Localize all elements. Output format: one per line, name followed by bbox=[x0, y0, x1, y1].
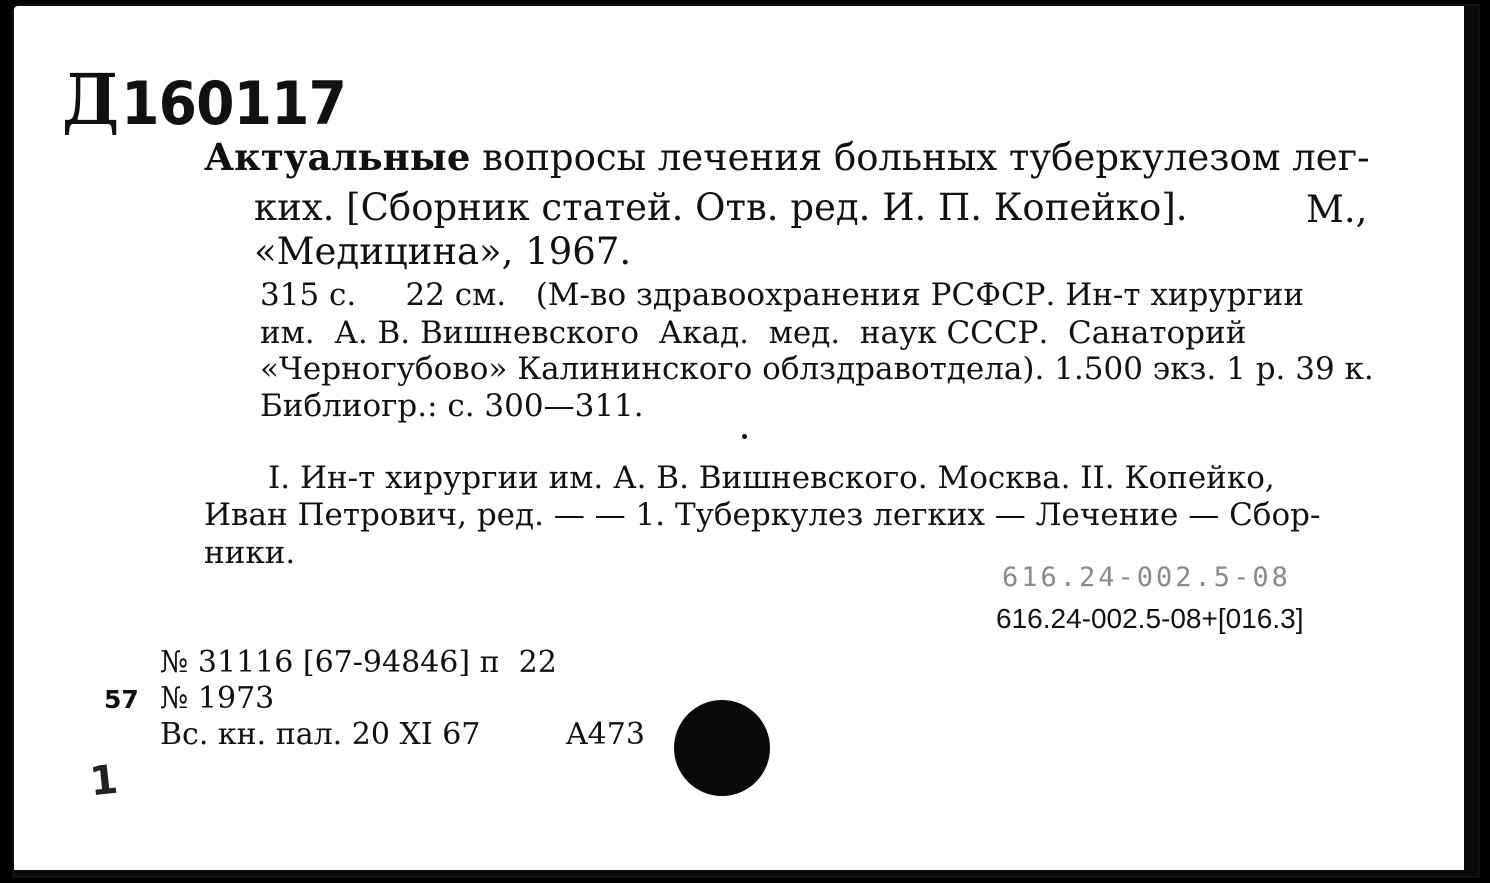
separator-dot bbox=[742, 434, 747, 439]
udc-printed: 616.24-002.5-08+[016.3] bbox=[996, 603, 1304, 634]
title-line-2: ких. [Сборник статей. Отв. ред. И. П. Копейко]. bbox=[254, 186, 1188, 229]
tracing-line-2: Иван Петрович, ред. — — 1. Туберкулез легких — Лечение — Сбор- bbox=[204, 497, 1321, 533]
collation-line-1: 315 с. 22 см. (М-во здравоохранения РСФСР. Ин-т хирургии bbox=[260, 277, 1305, 313]
title-line-1 bbox=[204, 137, 1370, 178]
udc-handwritten: 616.24-002.5-08 bbox=[1002, 562, 1291, 593]
call-number-digits: 160117 bbox=[121, 69, 347, 139]
accession-line-1: № 31116 [67-94846] п 22 bbox=[160, 645, 557, 680]
collation-line-2: им. А. В. Вишневского Акад. мед. наук СССР. Санаторий bbox=[260, 315, 1247, 351]
scan-edge-bottom bbox=[14, 870, 1478, 876]
collation-line-4: Библиогр.: с. 300—311. bbox=[260, 388, 644, 424]
tracing-line-3: ники. bbox=[204, 535, 296, 571]
handwritten-mark: 1 bbox=[87, 756, 121, 806]
call-number bbox=[62, 58, 346, 141]
accession-line-3: Вс. кн. пал. 20 XI 67 bbox=[160, 717, 481, 752]
punch-hole bbox=[674, 700, 770, 796]
accession-code: A473 bbox=[566, 717, 645, 752]
title-rest: вопросы лечения больных туберкулезом лег- bbox=[470, 136, 1370, 179]
call-number-letter: Д bbox=[62, 58, 118, 141]
title-bold: Актуальные bbox=[204, 135, 471, 179]
title-line-3: «Медицина», 1967. bbox=[254, 230, 632, 273]
catalog-card bbox=[12, 4, 1480, 878]
accession-line-2: № 1973 bbox=[160, 681, 275, 716]
tracing-line-1: I. Ин-т хирургии им. А. В. Вишневского. Москва. II. Копейко, bbox=[268, 460, 1275, 496]
publication-place: М., bbox=[1306, 188, 1368, 231]
collation-line-3: «Черногубово» Калининского облздравотдела). 1.500 экз. 1 р. 39 к. bbox=[260, 351, 1374, 387]
scan-edge-right bbox=[1464, 6, 1478, 876]
accession-prefix: 57 bbox=[104, 685, 139, 714]
